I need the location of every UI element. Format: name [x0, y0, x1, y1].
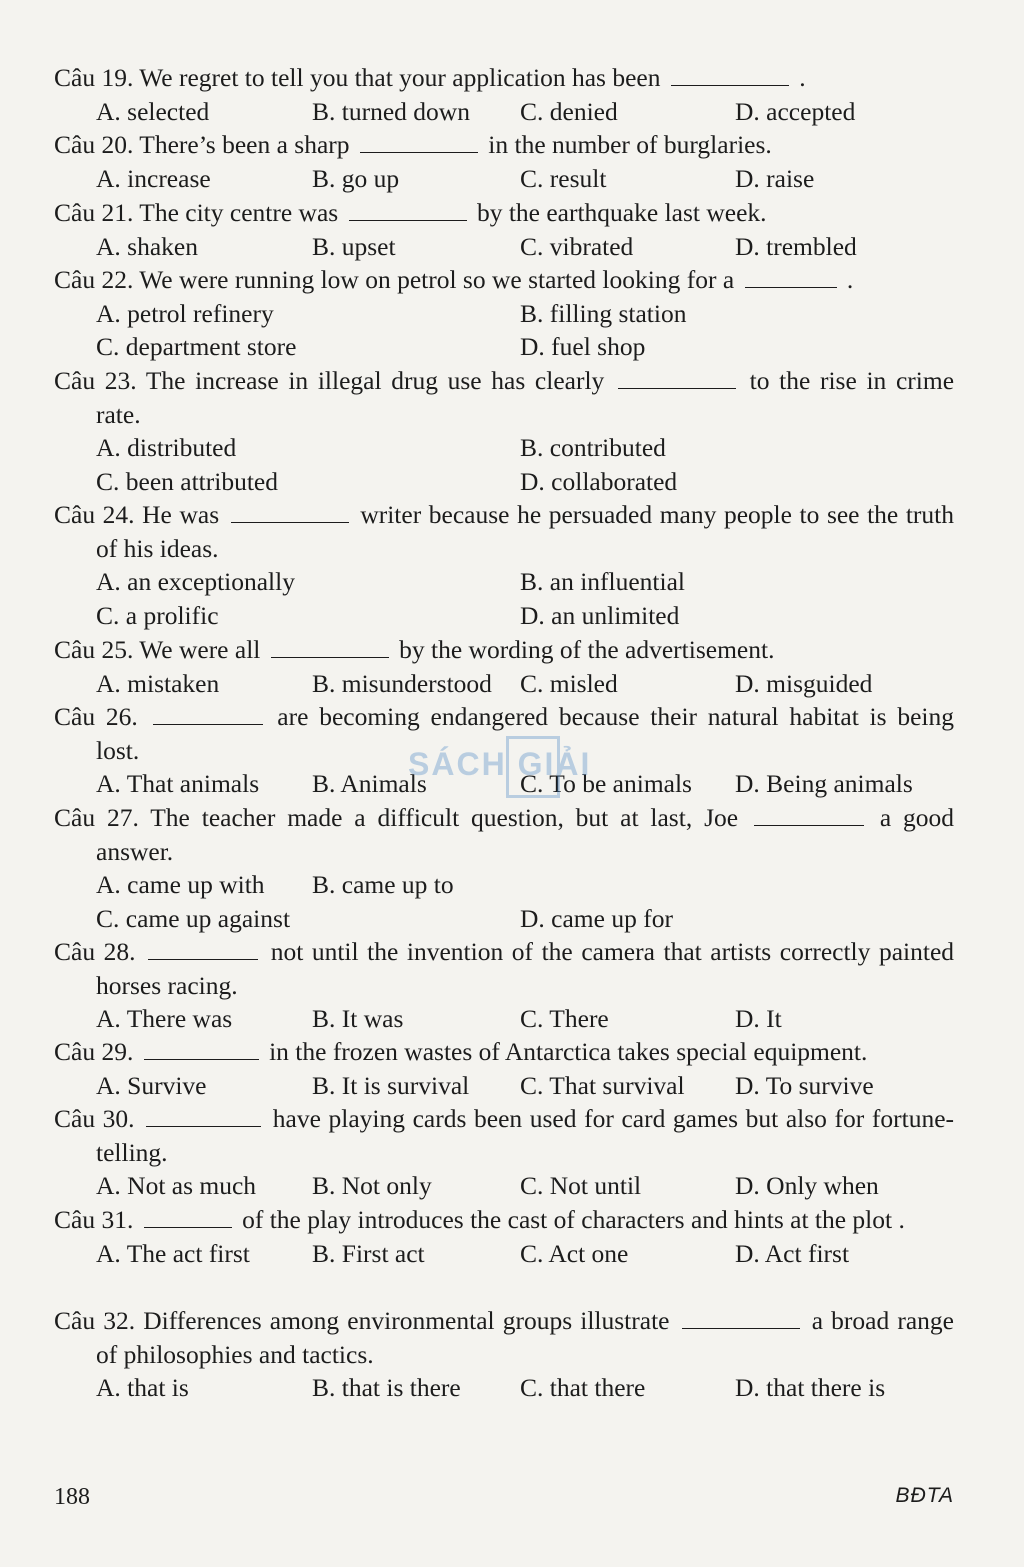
options-row: [54, 868, 954, 902]
option-c[interactable]: C. There: [520, 1004, 609, 1034]
question-25: [54, 633, 954, 700]
question-stem: [54, 700, 954, 767]
question-19: [54, 61, 954, 128]
question-stem: [54, 263, 954, 297]
stem-text-continued: in the frozen wastes of Antarctica takes special equipment.: [269, 1037, 868, 1066]
stem-text-continued: a good answer.: [96, 803, 954, 866]
option-d[interactable]: D. collaborated: [520, 466, 678, 496]
answer-blank: [618, 366, 736, 389]
question-23: [54, 364, 954, 498]
stem-text-continued: have playing cards been used for card games but also for fortune-telling.: [96, 1104, 955, 1167]
option-c[interactable]: C. misled: [520, 668, 618, 698]
options-row: [54, 599, 954, 633]
question-32: [54, 1304, 954, 1405]
option-b[interactable]: B. misunderstood: [312, 668, 492, 698]
answer-blank: [144, 1205, 232, 1228]
stem-text: Câu 30.: [54, 1104, 135, 1133]
stem-text: Câu 22. We were running low on petrol so we started looking for a: [54, 265, 735, 294]
options-row: [54, 1069, 954, 1103]
option-b[interactable]: B. filling station: [520, 298, 687, 328]
question-stem: [54, 633, 954, 667]
option-d[interactable]: D. misguided: [735, 668, 873, 698]
stem-text-continued: by the earthquake last week.: [476, 198, 767, 227]
stem-text-continued: .: [799, 63, 806, 92]
option-d[interactable]: D. Only when: [735, 1171, 879, 1201]
question-stem: [54, 128, 954, 162]
question-stem: [54, 1203, 954, 1237]
option-b[interactable]: B. Not only: [312, 1171, 432, 1201]
option-d[interactable]: D. Act first: [735, 1238, 850, 1268]
option-a[interactable]: A. petrol refinery: [96, 298, 274, 328]
question-30: [54, 1102, 954, 1203]
options-row: [54, 465, 954, 499]
option-c[interactable]: C. came up against: [96, 903, 291, 933]
answer-blank: [271, 635, 389, 658]
option-d[interactable]: D. Being animals: [735, 769, 913, 799]
option-d[interactable]: D. fuel shop: [520, 332, 646, 362]
option-c[interactable]: C. That survival: [520, 1070, 685, 1100]
options-row: [54, 1237, 954, 1271]
question-22: [54, 263, 954, 364]
answer-blank: [153, 702, 263, 725]
question-28: [54, 935, 954, 1036]
stem-text: Câu 23. The increase in illegal drug use has clearly: [54, 366, 605, 395]
question-stem: [54, 498, 954, 565]
options-row: [54, 565, 954, 599]
stem-text: Câu 21. The city centre was: [54, 198, 339, 227]
option-c[interactable]: C. been attributed: [96, 466, 278, 496]
question-21: [54, 196, 954, 263]
option-b[interactable]: B. go up: [312, 163, 400, 193]
question-31: [54, 1203, 954, 1270]
options-row: [54, 230, 954, 264]
stem-text: Câu 19. We regret to tell you that your application has been: [54, 63, 661, 92]
option-b[interactable]: B. First act: [312, 1238, 425, 1268]
option-b[interactable]: B. It was: [312, 1004, 404, 1034]
option-a[interactable]: A. distributed: [96, 433, 237, 463]
stem-text-continued: of the play introduces the cast of characters and hints at the plot .: [242, 1205, 905, 1234]
option-c[interactable]: C. that there: [520, 1373, 646, 1403]
option-d[interactable]: D. raise: [735, 163, 815, 193]
option-a[interactable]: A. The act first: [96, 1238, 250, 1268]
option-d[interactable]: D. an unlimited: [520, 600, 680, 630]
stem-text: Câu 24. He was: [54, 500, 220, 529]
answer-blank: [144, 1037, 259, 1060]
answer-blank: [671, 63, 789, 86]
option-b[interactable]: B. that is there: [312, 1373, 461, 1403]
options-row: [54, 330, 954, 364]
answer-blank: [231, 500, 349, 523]
option-a[interactable]: A. shaken: [96, 231, 198, 261]
answer-blank: [360, 130, 478, 153]
answer-blank: [148, 937, 258, 960]
option-d[interactable]: D. trembled: [735, 231, 857, 261]
options-row: [54, 1371, 954, 1405]
option-a[interactable]: A. Survive: [96, 1070, 207, 1100]
answer-blank: [349, 198, 467, 221]
option-c[interactable]: C. vibrated: [520, 231, 634, 261]
stem-text-continued: writer because he persuaded many people to see the truth of his ideas.: [96, 500, 954, 563]
question-26: [54, 700, 954, 801]
option-d[interactable]: D. To survive: [735, 1070, 874, 1100]
stem-text: Câu 25. We were all: [54, 635, 261, 664]
answer-blank: [754, 803, 864, 826]
option-c[interactable]: C. To be animals: [520, 769, 692, 799]
stem-text-continued: by the wording of the advertisement.: [399, 635, 775, 664]
question-stem: [54, 61, 954, 95]
option-b[interactable]: B. It is survival: [312, 1070, 470, 1100]
option-a[interactable]: A. Not as much: [96, 1171, 257, 1201]
option-a[interactable]: A. That animals: [96, 769, 260, 799]
stem-text: Câu 20. There’s been a sharp: [54, 130, 350, 159]
question-stem: [54, 1304, 954, 1371]
options-row: [54, 162, 954, 196]
answer-blank: [146, 1104, 261, 1127]
option-a[interactable]: A. There was: [96, 1004, 233, 1034]
question-stem: [54, 1102, 954, 1169]
option-c[interactable]: C. Not until: [520, 1171, 642, 1201]
option-b[interactable]: B. an influential: [520, 567, 686, 597]
footer-mark: BĐTA: [895, 1484, 954, 1507]
options-row: [54, 1169, 954, 1203]
question-29: [54, 1035, 954, 1102]
stem-text: Câu 31.: [54, 1205, 134, 1234]
option-a[interactable]: A. came up with: [96, 870, 265, 900]
option-d[interactable]: D. It: [735, 1004, 782, 1034]
stem-text-continued: to the rise in crime rate.: [96, 366, 955, 429]
stem-text-continued: not until the invention of the camera that artists correctly painted horses racing.: [96, 937, 955, 1000]
question-stem: [54, 196, 954, 230]
options-row: [54, 297, 954, 331]
option-d[interactable]: D. that there is: [735, 1373, 886, 1403]
question-24: [54, 498, 954, 632]
stem-text: Câu 29.: [54, 1037, 134, 1066]
option-a[interactable]: A. an exceptionally: [96, 567, 295, 597]
option-a[interactable]: A. selected: [96, 96, 210, 126]
question-stem: [54, 935, 954, 1002]
question-20: [54, 128, 954, 195]
options-row: [54, 667, 954, 701]
option-c[interactable]: C. denied: [520, 96, 618, 126]
question-27: [54, 801, 954, 935]
option-b[interactable]: B. contributed: [520, 433, 666, 463]
option-c[interactable]: C. a prolific: [96, 600, 219, 630]
question-stem: [54, 801, 954, 868]
option-b[interactable]: B. came up to: [312, 870, 454, 900]
stem-text: Câu 26.: [54, 702, 138, 731]
stem-text-continued: a broad range of philosophies and tactics.: [96, 1306, 954, 1369]
option-d[interactable]: D. came up for: [520, 903, 673, 933]
options-row: [54, 95, 954, 129]
option-c[interactable]: C. Act one: [520, 1238, 629, 1268]
option-a[interactable]: A. that is: [96, 1373, 189, 1403]
options-row: [54, 767, 954, 801]
stem-text-continued: are becoming endangered because their natural habitat is being lost.: [96, 702, 954, 765]
answer-blank: [745, 265, 837, 288]
option-a[interactable]: A. mistaken: [96, 668, 220, 698]
stem-text-continued: .: [846, 265, 854, 294]
options-row: [54, 431, 954, 465]
option-c[interactable]: C. result: [520, 163, 607, 193]
stem-text: Câu 28.: [54, 937, 136, 966]
stem-text: Câu 32. Differences among environmental groups illustrate: [54, 1306, 670, 1335]
question-stem: [54, 364, 954, 431]
answer-blank: [682, 1306, 800, 1329]
option-b[interactable]: B. Animals: [312, 769, 427, 799]
options-row: [54, 1002, 954, 1036]
page-number: 188: [54, 1484, 90, 1510]
page-footer: [54, 1484, 954, 1520]
stem-text: Câu 27. The teacher made a difficult question, but at last, Joe: [54, 803, 739, 832]
option-b[interactable]: B. turned down: [312, 96, 470, 126]
watermark-text: SÁCH GIẢI: [408, 746, 592, 782]
option-b[interactable]: B. upset: [312, 231, 396, 261]
question-stem: [54, 1035, 954, 1069]
option-a[interactable]: A. increase: [96, 163, 211, 193]
stem-text-continued: in the number of burglaries.: [488, 130, 772, 159]
option-d[interactable]: D. accepted: [735, 96, 856, 126]
options-row: [54, 902, 954, 936]
option-c[interactable]: C. department store: [96, 332, 297, 362]
